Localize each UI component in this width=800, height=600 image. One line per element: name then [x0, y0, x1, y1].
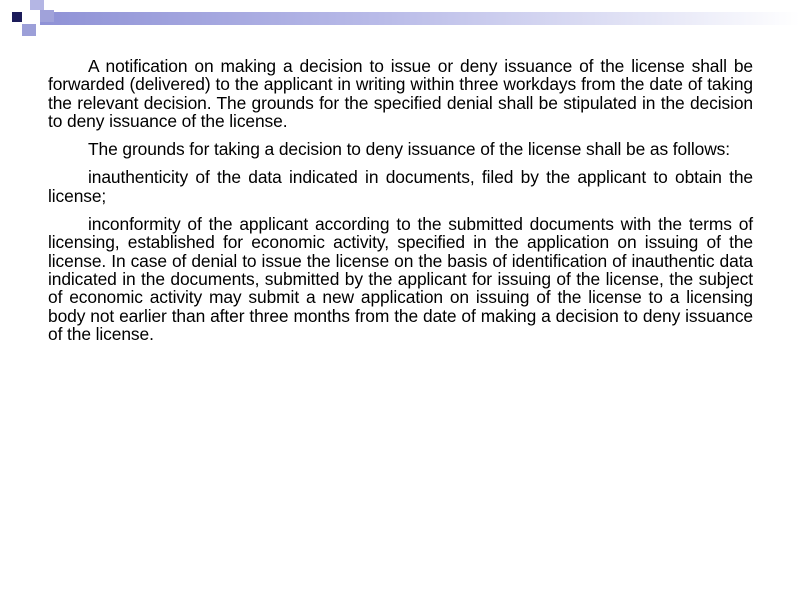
- header-gradient-band: [40, 12, 800, 25]
- decorative-square: [12, 12, 22, 22]
- paragraph-inconformity: inconformity of the applicant according to the submitted documents with the terms of licensing, established for economic activity, specified in the application on issuing of the license. In case of denial to issue the license on the basis of identification of inauthentic data indicated in the documents, submitted by the applicant for issuing of the license, the subject of economic activity may submit a new application on issuing of the license to a licensing body not earlier than after three months from the date of making a decision to deny issuance of the license.: [48, 214, 753, 344]
- paragraph-notification: A notification on making a decision to issue or deny issuance of the license shall be forwarded (delivered) to the applicant in writing within three workdays from the date of taking the relevant decision. The grounds for the specified denial shall be stipulated in the decision to deny issuance of the license.: [48, 56, 753, 131]
- paragraph-inauthenticity: inauthenticity of the data indicated in documents, filed by the applicant to obtain the license;: [48, 167, 753, 206]
- slide-header-decoration: [0, 0, 800, 50]
- decorative-square: [30, 0, 44, 10]
- paragraph-grounds-intro: The grounds for taking a decision to deny issuance of the license shall be as follows:: [88, 139, 730, 160]
- slide-body-text: [48, 57, 753, 353]
- decorative-square: [40, 10, 54, 22]
- decorative-square: [22, 24, 36, 36]
